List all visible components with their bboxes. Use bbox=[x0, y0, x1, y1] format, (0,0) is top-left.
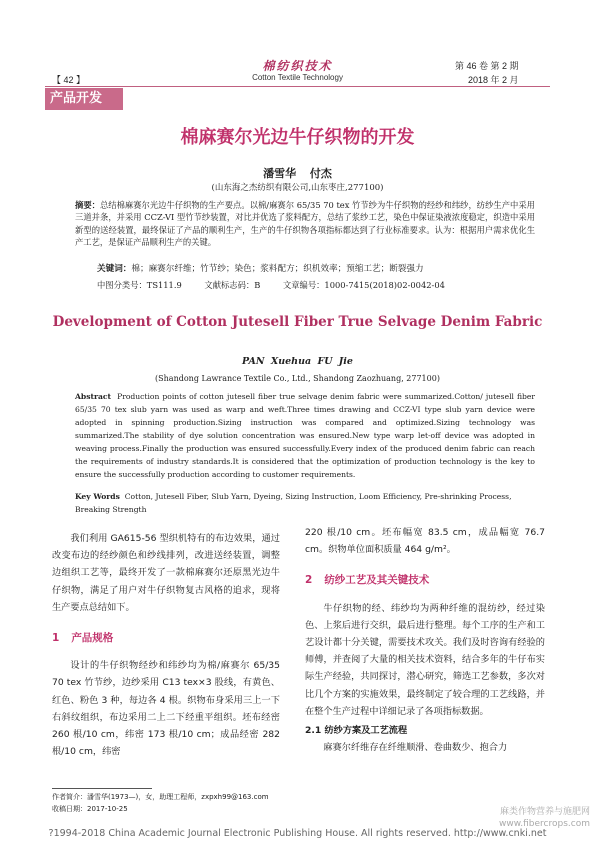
section-title-2: 纺纱工艺及其关键技术 bbox=[324, 574, 430, 587]
abstract-cn bbox=[75, 199, 535, 249]
authors-en: PAN Xuehua FU Jie bbox=[242, 356, 353, 367]
section-1-paragraph: 设计的牛仔织物经纱和纬纱均为棉/麻赛尔 65/35 70 tex 竹节纱，边纱采用 C13 tex×3 股线，有黄色、红色、粉色 3 种，每边各 4 根。织物布身采用三上一下右斜纹组织，布边采用二上二下经重平组织。坯布经密 260 根/10 cm，纬密 173 根/10 cm；成品经密 282 根/10 cm，纬密 bbox=[52, 660, 280, 758]
abstract-en-text: Production points of cotton jutesell fiber true selvage denim fabric were summarized.Cotton/ jutesell fiber 65/35 70 tex slub yarn was used as warp and weft.Three times drawing and CCZ-VI type slub yarn device were adopted in spinning production.Sizing instruction was compared and optimized.Sizing technology was summarized.The stability of dye solution concentration was ensured.New type warp let-off device was adopted in weaving process.Finally the production was ensured successfully.Every index of the produced denim fabric can reach the requirements of industry standards.It is considered that the optimization of production technology is the key to ensure the successfully production according to customer requirements. bbox=[75, 392, 536, 479]
continued-paragraph: 220 根/10 cm。坯布幅宽 83.5 cm，成品幅宽 76.7 cm。织物单位面积质量 464 g/m²。 bbox=[305, 527, 545, 556]
abstract-en-label: Abstract bbox=[75, 392, 112, 401]
section-2-paragraph: 牛仔织物的经、纬纱均为两种纤维的混纺纱，经过染色、上浆后进行交织，最后进行整理。每个工序的生产和工艺设计都十分关键，需要技术攻关。我们及时咨询有经验的师傅，并查阅了大量的相关技术资料，结合多年的牛仔布实际生产经验，共同探讨，潜心研究，筛选工艺参数，多次对比几个方案的实施效果，最终制定了较合理的工艺线路，并在整个生产过程中详细记录了各项指标数据。 bbox=[305, 602, 545, 717]
watermark-line-1: 麻类作物营养与施肥网 bbox=[499, 807, 590, 817]
document-code: 文献标志码：B bbox=[204, 280, 261, 290]
page-number: 【 42 】 bbox=[52, 75, 86, 85]
issue-date: 2018 年 2 月 bbox=[468, 75, 519, 85]
body-column-right bbox=[305, 524, 545, 756]
article-title-cn: 棉麻赛尔光边牛仔织物的开发 bbox=[180, 127, 415, 148]
classification-line bbox=[97, 279, 537, 291]
affiliation-cn: (山东海之杰纺织有限公司,山东枣庄,277100) bbox=[211, 183, 384, 193]
keywords-en-label: Key Words bbox=[75, 492, 120, 501]
section-number-1: 1 bbox=[52, 632, 60, 645]
section-title-1: 产品规格 bbox=[71, 632, 114, 645]
abstract-cn-label: 摘要： bbox=[75, 200, 100, 210]
article-number: 文章编号：1000-7415(2018)02-0042-04 bbox=[282, 280, 445, 290]
journal-name: 棉纺织技术 bbox=[262, 59, 333, 73]
section-heading-1 bbox=[52, 630, 280, 647]
keywords-cn bbox=[97, 262, 537, 274]
header-divider bbox=[45, 86, 550, 87]
received-date: 收稿日期：2017-10-25 bbox=[52, 805, 128, 813]
keywords-en-text: Cotton, Jutesell Fiber, Slub Yarn, Dyeing, Sizing Instruction, Loom Efficiency, Pre-shrinking Process, Breaking Strength bbox=[75, 492, 512, 514]
section-tag: 产品开发 bbox=[45, 88, 123, 110]
subsection-2-1-paragraph: 麻赛尔纤维存在纤维顺滑、卷曲数少、抱合力 bbox=[323, 742, 508, 754]
abstract-cn-text: 总结棉麻赛尔光边牛仔织物的生产要点。以棉/麻赛尔 65/35 70 tex 竹节纱为牛仔织物的经纱和纬纱，纺纱生产中采用三道并条，并采用 CCZ-VI 型竹节纱装置，对比并优选了浆料配方，总结了浆纱工艺，染色中保证染液浓度稳定，织造中采用新型的送经装置，最终保证了产品的顺利生产，生产的牛仔织物各项指标都达到了行业标准要求。认为：根据用户需求优化生产工艺，是保证产品顺利生产的关键。 bbox=[75, 200, 535, 248]
article-title-en: Development of Cotton Jutesell Fiber True Selvage Denim Fabric bbox=[52, 314, 543, 330]
author-bio: 作者简介：潘雪华(1973—)，女，助理工程师，zxpxh99@163.com bbox=[52, 793, 269, 801]
abstract-en bbox=[75, 390, 535, 481]
watermark-line-2: www.fibercrops.com bbox=[499, 819, 590, 829]
journal-name-en: Cotton Textile Technology bbox=[252, 73, 343, 82]
watermark bbox=[455, 806, 590, 830]
section-number-2: 2 bbox=[305, 574, 313, 587]
keywords-en bbox=[75, 490, 535, 516]
authors-cn: 潘雪华 付杰 bbox=[263, 167, 332, 180]
keywords-cn-text: 棉；麻赛尔纤维；竹节纱；染色；浆料配方；织机效率；预缩工艺；断裂强力 bbox=[131, 264, 424, 274]
affiliation-en: (Shandong Lawrance Textile Co., Ltd., Shandong Zaozhuang, 277100) bbox=[155, 374, 440, 383]
body-column-left bbox=[52, 530, 280, 760]
footnote bbox=[52, 791, 292, 815]
footnote-divider bbox=[52, 788, 152, 789]
section-heading-2 bbox=[305, 572, 545, 589]
clc-number: 中图分类号：TS111.9 bbox=[97, 280, 182, 290]
volume-issue: 第 46 卷 第 2 期 bbox=[455, 61, 519, 71]
copyright-footer: ?1994-2018 China Academic Journal Electronic Publishing House. All rights reserved. http://www.cnki.net bbox=[48, 828, 547, 839]
keywords-cn-label: 关键词： bbox=[97, 264, 132, 274]
intro-paragraph: 我们利用 GA615-56 型织机特有的布边效果，通过改变布边的经纱颜色和纱线排列，改进送经装置，调整边组织工艺等，最终开发了一款棉麻赛尔还原黑光边牛仔织物，满足了用户对牛仔织物复古风格的追求，现将生产要点总结如下。 bbox=[52, 533, 280, 613]
subsection-heading-2-1: 2.1 纺纱方案及工艺流程 bbox=[305, 725, 408, 737]
